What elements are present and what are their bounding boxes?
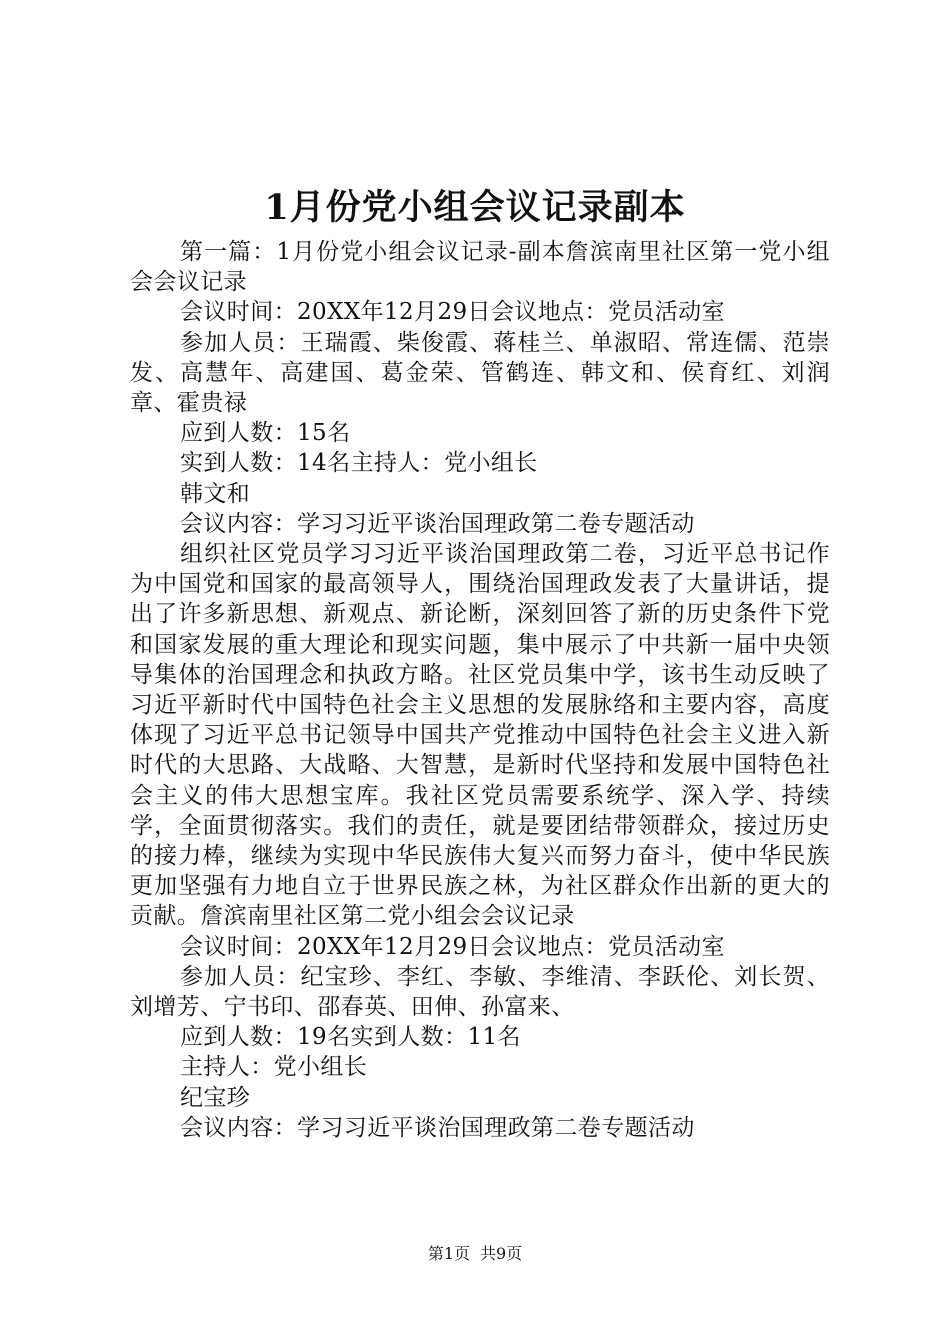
paragraph-host-name-2: 纪宝珍 — [180, 1084, 251, 1111]
paragraph-host-name-1: 韩文和 — [180, 480, 251, 507]
paragraph-meeting-time-1: 会议时间：20XX年12月29日会议地点：党员活动室 — [180, 299, 725, 326]
paragraph-host-2: 主持人：党小组长 — [180, 1054, 368, 1081]
paragraph-intro: 第一篇：1月份党小组会议记录-副本詹滨南里社区第一党小组会会议记录 — [130, 239, 830, 296]
paragraph-attendees-2: 参加人员：纪宝珍、李红、李敏、李维清、李跃伦、刘长贺、刘增芳、宁书印、邵春英、田伸、孙富来、 — [130, 963, 830, 1021]
document-body — [130, 237, 830, 1143]
paragraph-study-summary: 组织社区党员学习习近平谈治国理政第二卷，习近平总书记作为中国党和国家的最高领导人，围绕治国理政发表了大量讲话，提出了许多新思想、新观点、新论断，深刻回答了新的历史条件下党和国家发展的重大理论和现实问题，集中展示了中共新一届中央领导集体的治国理念和执政方略。社区党员集中学，该书生动反映了习近平新时代中国特色社会主义思想的发展脉络和主要内容，高度体现了习近平总书记领导中国共产党推动中国特色社会主义进入新时代的大思路、大战略、大智慧，是新时代坚持和发展中国特色社会主义的伟大思想宝库。我社区党员需要系统学、深入学、持续学，全面贯彻落实。我们的责任，就是要团结带领群众，接过历史的接力棒，继续为实现中华民族伟大复兴而努力奋斗，使中华民族更加坚强有力地自立于世界民族之林，为社区群众作出新的更大的贡献。詹滨南里社区第二党小组会会议记录 — [130, 541, 830, 930]
page-number: 第1页 — [427, 1244, 470, 1263]
paragraph-meeting-content-2: 会议内容：学习习近平谈治国理政第二卷专题活动 — [180, 1114, 695, 1141]
paragraph-attendees-1: 参加人员：王瑞霞、柴俊霞、蒋桂兰、单淑昭、常连儒、范崇发、高慧年、高建国、葛金荣、管鹤连、韩文和、侯育红、刘润章、霍贵禄 — [130, 329, 830, 417]
page-total: 共9页 — [480, 1244, 523, 1263]
paragraph-meeting-content-1: 会议内容：学习习近平谈治国理政第二卷专题活动 — [180, 510, 695, 537]
paragraph-expected-count-1: 应到人数：15名 — [180, 420, 351, 447]
paragraph-meeting-time-2: 会议时间：20XX年12月29日会议地点：党员活动室 — [180, 933, 725, 960]
document-title: 1月份党小组会议记录副本 — [264, 187, 686, 228]
page-footer — [0, 1243, 950, 1265]
paragraph-counts-2: 应到人数：19名实到人数：11名 — [180, 1024, 521, 1051]
paragraph-actual-count-1: 实到人数：14名主持人：党小组长 — [180, 450, 538, 477]
